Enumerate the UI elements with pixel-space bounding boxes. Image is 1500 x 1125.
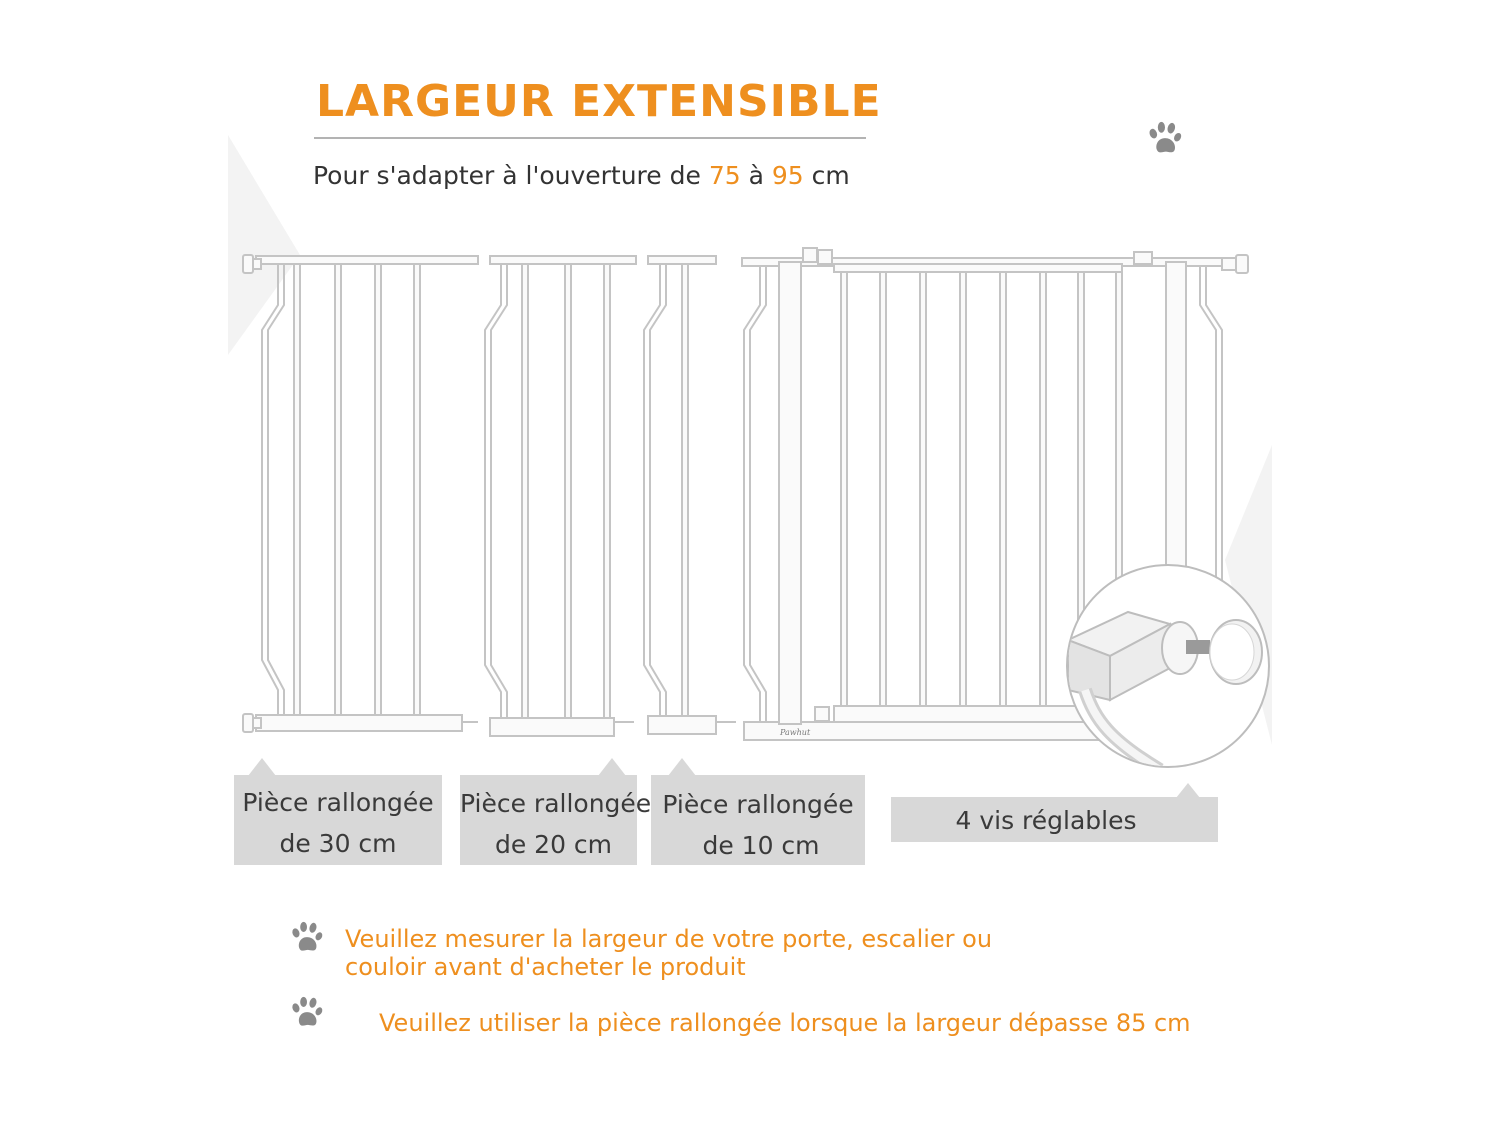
subtitle-text: Pour s'adapter à l'ouverture de — [313, 161, 709, 190]
subtitle-connector: à — [740, 161, 772, 190]
subtitle-unit: cm — [803, 161, 850, 190]
subtitle-max-width: 95 — [771, 161, 804, 190]
note-measure-line2: couloir avant d'acheter le produit — [345, 953, 746, 981]
label-pointer-30 — [248, 758, 276, 776]
label-30cm-line2: de 30 cm — [279, 829, 397, 858]
label-pointer-10 — [668, 758, 696, 776]
brand-mark: Pawhut — [780, 728, 811, 737]
label-screws-text: 4 vis réglables — [955, 806, 1137, 835]
subtitle-min-width: 75 — [708, 161, 741, 190]
page-title: LARGEUR EXTENSIBLE — [316, 76, 882, 127]
label-10cm-line2: de 10 cm — [702, 831, 820, 860]
paw-icon — [289, 921, 325, 955]
label-20cm-line2: de 20 cm — [494, 830, 613, 859]
extension-10cm — [644, 256, 736, 734]
label-pointer-20 — [598, 758, 626, 776]
extension-20cm — [485, 256, 636, 736]
extension-30cm — [243, 255, 478, 732]
paw-icon — [289, 996, 325, 1030]
note-measure-line1: Veuillez mesurer la largeur de votre porte, escalier ou — [345, 925, 993, 953]
label-30cm-line1: Pièce rallongée — [242, 788, 434, 817]
note-extension-usage: Veuillez utiliser la pièce rallongée lorsque la largeur dépasse 85 cm — [379, 1009, 1191, 1037]
screw-zoom-detail — [1067, 565, 1269, 770]
label-pointer-screws — [1176, 783, 1200, 798]
label-20cm-line1: Pièce rallongée — [460, 789, 652, 818]
label-10cm-line1: Pièce rallongée — [662, 790, 854, 819]
